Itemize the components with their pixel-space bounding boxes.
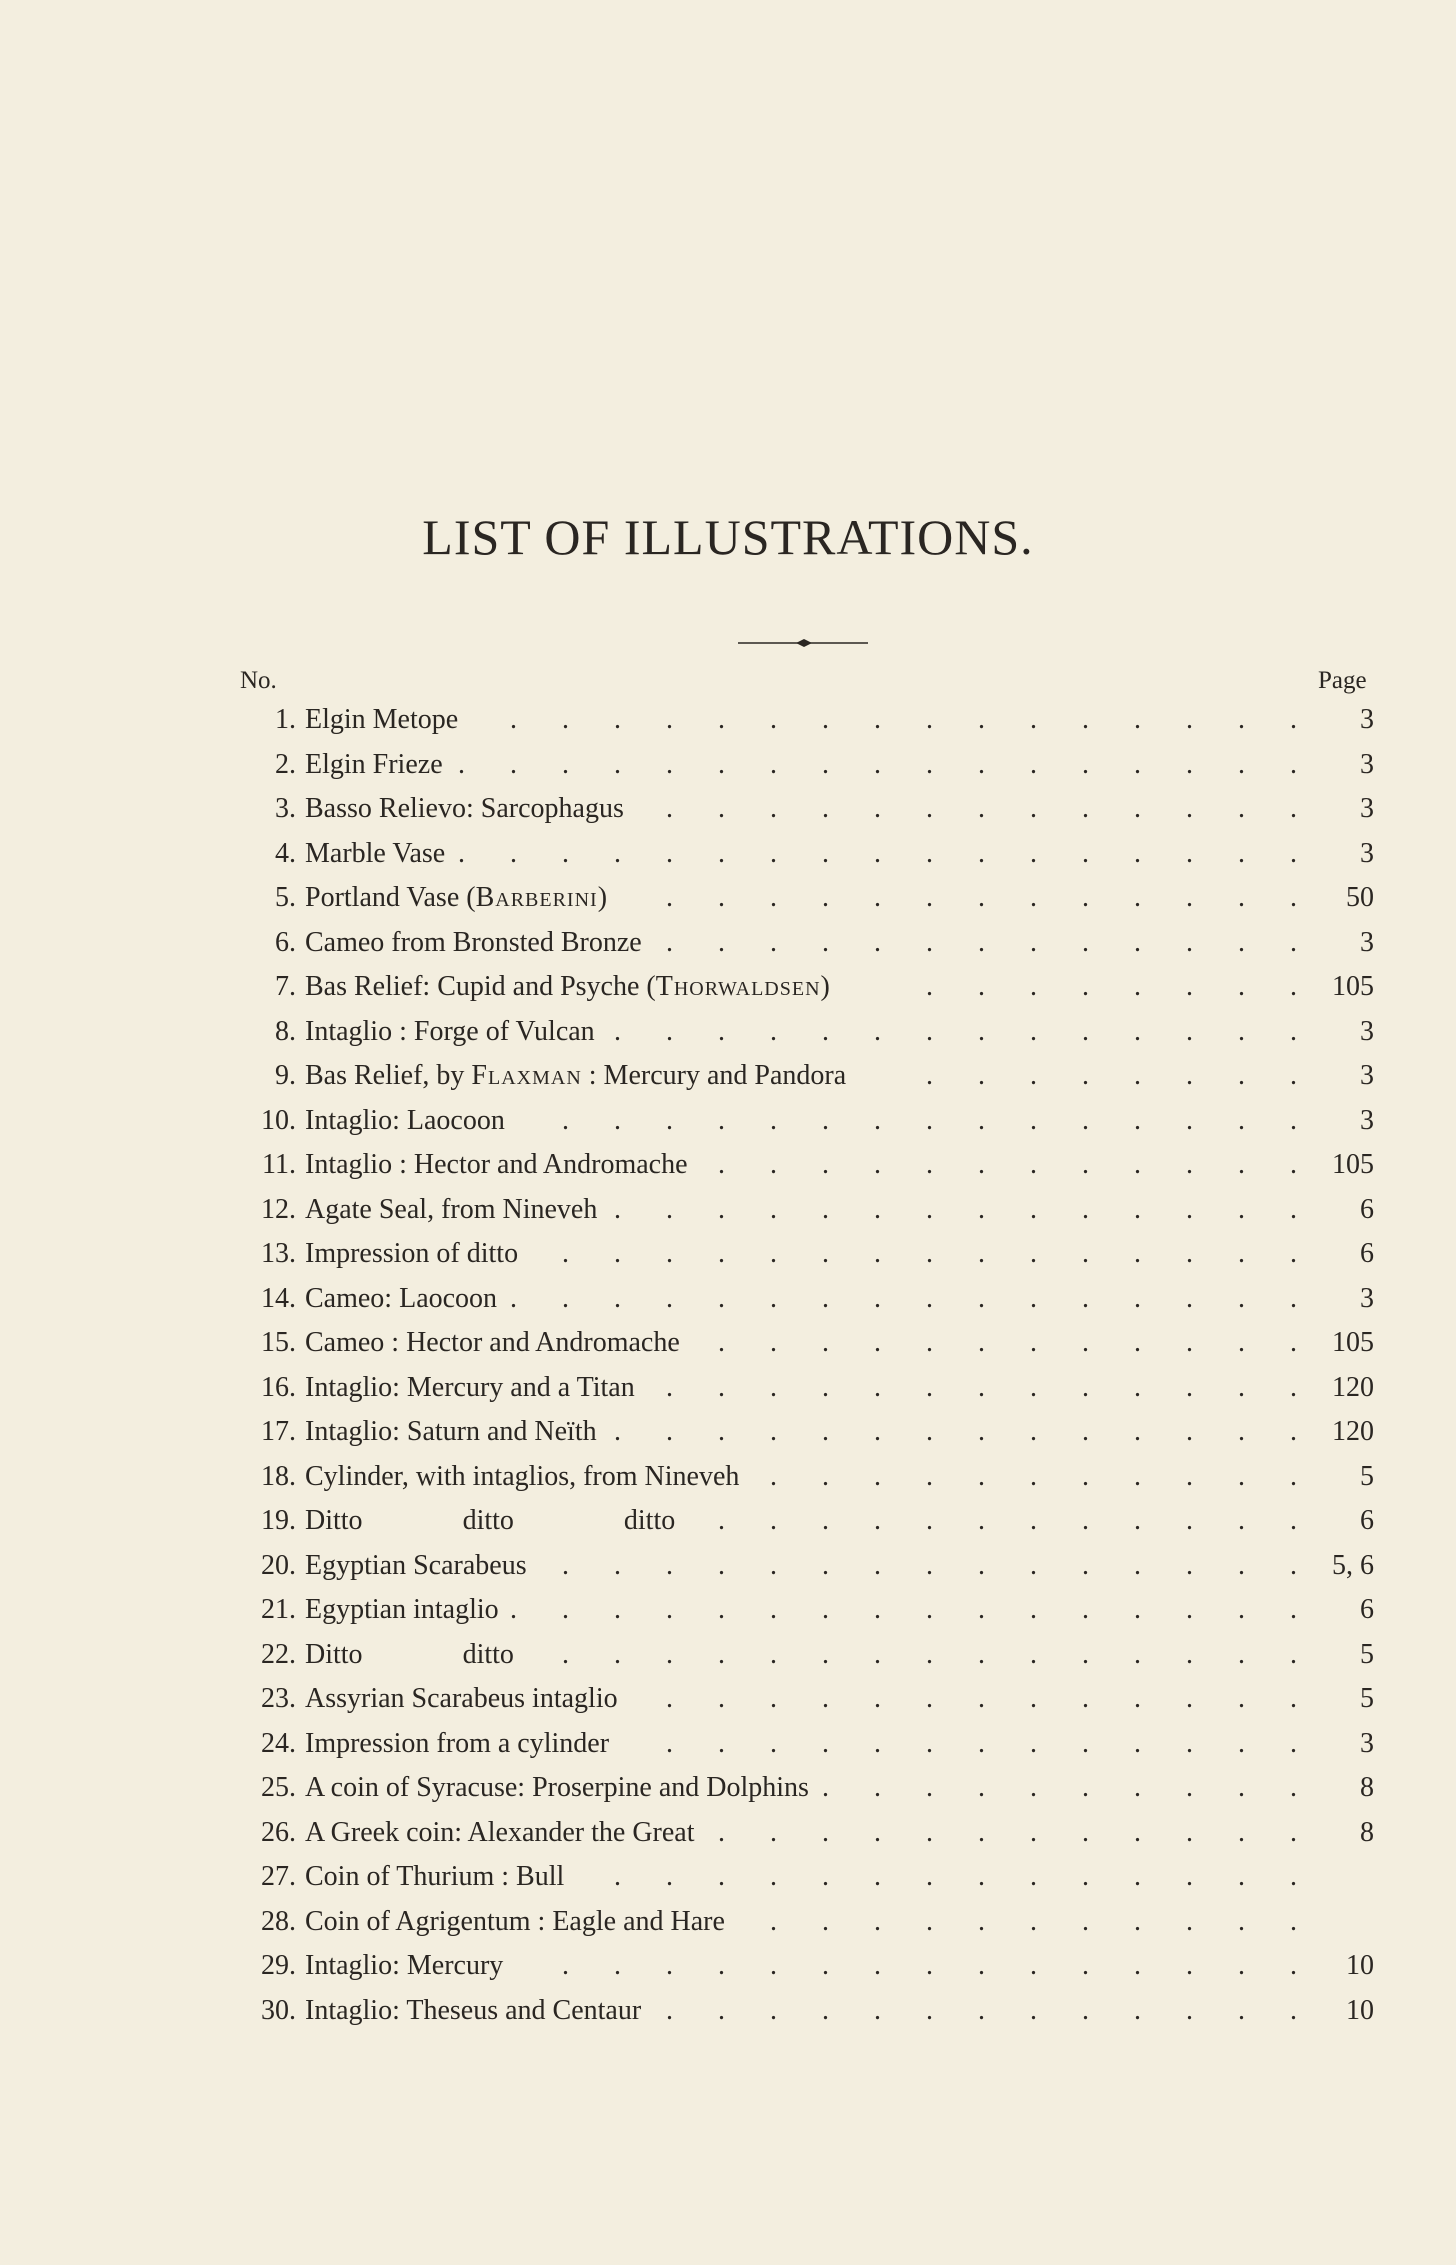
page-title: LIST OF ILLUSTRATIONS. xyxy=(422,509,1034,565)
item-page: 3 xyxy=(1360,1015,1374,1047)
list-item: 6. Cameo from Bronsted Bronze . . . . . . . . . . . . . 3 xyxy=(0,921,1456,965)
item-title xyxy=(305,787,624,831)
list-item: 25. A coin of Syracuse: Proserpine and Dolphins . . . . . . . . . . 8 xyxy=(0,1766,1456,1810)
item-page: 105 xyxy=(1332,1327,1374,1358)
item-title-text: ) xyxy=(820,971,830,1002)
item-number: 25. xyxy=(261,1772,296,1803)
item-title xyxy=(305,1366,635,1410)
item-title-text: Cameo: Laocoon xyxy=(305,1282,498,1314)
list-item: 12. Agate Seal, from Nineveh . . . . . . . . . . . . . . 6 xyxy=(0,1188,1456,1232)
item-title-text: Intaglio : Hector and Andromache xyxy=(305,1149,688,1180)
item-title xyxy=(305,921,642,965)
item-number: 2. xyxy=(275,748,296,780)
list-item: 15. Cameo : Hector and Andromache . . . . . . . . . . . . 105 xyxy=(0,1321,1456,1365)
item-number: 26. xyxy=(261,1816,296,1848)
item-number: 10. xyxy=(261,1104,296,1136)
item-title-text: Elgin Frieze xyxy=(305,748,443,780)
item-page: 3 xyxy=(1360,837,1374,869)
list-item: 30. Intaglio: Theseus and Centaur . . . . . . . . . . . . . 10 xyxy=(0,1989,1456,2033)
item-page: 5 xyxy=(1360,1638,1374,1670)
item-number: 22. xyxy=(261,1638,296,1670)
item-title xyxy=(305,1010,595,1054)
item-title-text: Intaglio: Laocoon xyxy=(305,1104,505,1136)
list-item: 28. Coin of Agrigentum : Eagle and Hare . . . . . . . . . . . xyxy=(0,1900,1456,1944)
item-title xyxy=(305,1455,739,1499)
item-title-text: Cameo : Hector and Andromache xyxy=(305,1327,680,1358)
item-page: 5 xyxy=(1360,1460,1374,1492)
item-page: 3 xyxy=(1360,748,1374,780)
item-title-smallcaps: Barberini xyxy=(475,882,598,913)
item-title xyxy=(305,1900,725,1944)
page-column-header: Page xyxy=(1318,667,1367,694)
item-number: 28. xyxy=(261,1905,296,1937)
list-item: 4. Marble Vase . . . . . . . . . . . . . . . . . 3 xyxy=(0,832,1456,876)
item-title xyxy=(305,1232,518,1276)
item-page: 3 xyxy=(1360,1104,1374,1136)
item-title xyxy=(305,1410,597,1454)
list-item: 13. Impression of ditto . . . . . . . . . . . . . . . 6 xyxy=(0,1232,1456,1276)
item-title xyxy=(305,1989,641,2033)
item-number: 4. xyxy=(275,837,296,869)
list-item: 23. Assyrian Scarabeus intaglio . . . . . . . . . . . . . 5 xyxy=(0,1677,1456,1721)
item-title-smallcaps: Thorwaldsen xyxy=(655,971,821,1002)
item-title xyxy=(305,1855,564,1899)
item-number: 9. xyxy=(275,1060,296,1091)
item-title-text: Intaglio: Theseus and Centaur xyxy=(305,1994,642,2026)
item-title xyxy=(305,1722,609,1766)
item-title-text: Impression of ditto xyxy=(305,1238,519,1269)
list-item: 3. Basso Relievo: Sarcophagus . . . . . . . . . . . . . 3 xyxy=(0,787,1456,831)
item-page: 3 xyxy=(1360,1282,1374,1314)
item-page: 5 xyxy=(1360,1683,1374,1714)
list-item: 14. Cameo: Laocoon . . . . . . . . . . . . . . . . 3 xyxy=(0,1277,1456,1321)
list-item: 1. Elgin Metope . . . . . . . . . . . . . . . . 3 xyxy=(0,698,1456,742)
item-title xyxy=(305,832,445,876)
item-number: 3. xyxy=(275,793,296,824)
item-title-text: Ditto xyxy=(305,1638,363,1670)
item-page: 8 xyxy=(1360,1816,1374,1848)
item-page: 5, 6 xyxy=(1332,1549,1374,1581)
item-number: 7. xyxy=(275,971,296,1002)
item-page: 120 xyxy=(1332,1416,1374,1447)
list-item: 10. Intaglio: Laocoon . . . . . . . . . . . . . . . 3 xyxy=(0,1099,1456,1143)
list-item: 26. A Greek coin: Alexander the Great . . . . . . . . . . . . 8 xyxy=(0,1811,1456,1855)
list-item: 21. Egyptian intaglio . . . . . . . . . . . . . . . . 6 xyxy=(0,1588,1456,1632)
item-title xyxy=(305,965,830,1009)
item-title-text: Agate Seal, from Nineveh xyxy=(305,1193,598,1225)
list-item: 16. Intaglio: Mercury and a Titan . . . . . . . . . . . . . 120 xyxy=(0,1366,1456,1410)
item-number: 23. xyxy=(261,1683,296,1714)
item-number: 29. xyxy=(261,1950,296,1981)
item-title-smallcaps: Flaxman xyxy=(471,1060,582,1091)
item-title-text: Basso Relievo: Sarcophagus xyxy=(305,793,624,824)
item-title xyxy=(305,1633,514,1677)
item-title xyxy=(305,1499,675,1543)
item-page: 6 xyxy=(1360,1505,1374,1536)
item-number: 6. xyxy=(275,926,296,958)
number-column-header: No. xyxy=(240,667,277,694)
item-title-text: Coin of Agrigentum : Eagle and Hare xyxy=(305,1905,725,1937)
item-title xyxy=(305,1588,499,1632)
list-item: 17. Intaglio: Saturn and Neïth . . . . . . . . . . . . . . 120 xyxy=(0,1410,1456,1454)
item-title-text: Cameo from Bronsted Bronze xyxy=(305,926,642,958)
item-page: 3 xyxy=(1360,926,1374,958)
item-title-text: Elgin Metope xyxy=(305,704,459,735)
item-title xyxy=(305,1321,680,1365)
item-title-text: Bas Relief, by xyxy=(305,1060,472,1091)
item-title xyxy=(305,1277,497,1321)
list-item: 7. Bas Relief: Cupid and Psyche (Thorwaldsen) . . . . . . . . 105 xyxy=(0,965,1456,1009)
item-title-text: Cylinder, with intaglios, from Nineveh xyxy=(305,1460,740,1492)
item-title-text: Intaglio: Saturn and Neïth xyxy=(305,1416,597,1447)
list-item: 24. Impression from a cylinder . . . . . . . . . . . . . 3 xyxy=(0,1722,1456,1766)
item-title-text: Intaglio : Forge of Vulcan xyxy=(305,1015,595,1047)
item-number: 5. xyxy=(275,882,296,913)
list-item: 18. Cylinder, with intaglios, from Nineveh . . . . . . . . . . . 5 xyxy=(0,1455,1456,1499)
item-title-text: Egyptian Scarabeus xyxy=(305,1549,527,1581)
item-number: 13. xyxy=(261,1238,296,1269)
item-title xyxy=(305,1766,809,1810)
item-page: 10 xyxy=(1346,1950,1374,1981)
item-number: 15. xyxy=(261,1327,296,1358)
item-number: 21. xyxy=(261,1594,296,1625)
item-title-text: A Greek coin: Alexander the Great xyxy=(305,1816,695,1848)
item-number: 19. xyxy=(261,1505,296,1536)
item-number: 11. xyxy=(262,1149,296,1180)
item-number: 20. xyxy=(261,1549,296,1581)
item-title-text: Coin of Thurium : Bull xyxy=(305,1861,565,1892)
item-title xyxy=(305,698,458,742)
list-item: 20. Egyptian Scarabeus . . . . . . . . . . . . . . . 5, 6 xyxy=(0,1544,1456,1588)
list-item: 8. Intaglio : Forge of Vulcan . . . . . . . . . . . . . . 3 xyxy=(0,1010,1456,1054)
item-title xyxy=(305,743,443,787)
item-number: 24. xyxy=(261,1727,296,1759)
item-title xyxy=(305,1944,503,1988)
item-number: 27. xyxy=(261,1861,296,1892)
list-item: 19. Ditto ditto ditto . . . . . . . . . . . . 6 xyxy=(0,1499,1456,1543)
item-title-text: Intaglio: Mercury xyxy=(305,1950,504,1981)
item-ditto: ditto xyxy=(623,1505,676,1536)
item-page: 3 xyxy=(1360,704,1374,735)
item-page: 3 xyxy=(1360,1727,1374,1759)
list-item: 11. Intaglio : Hector and Andromache . . . . . . . . . . . . 105 xyxy=(0,1143,1456,1187)
item-title xyxy=(305,1188,597,1232)
item-title-text: ) xyxy=(597,882,608,913)
list-item: 22. Ditto ditto . . . . . . . . . . . . . . . 5 xyxy=(0,1633,1456,1677)
item-number: 8. xyxy=(275,1015,296,1047)
item-number: 17. xyxy=(261,1416,296,1447)
item-ditto: ditto xyxy=(462,1505,514,1536)
item-title-text: Portland Vase ( xyxy=(305,882,476,913)
list-item: 2. Elgin Frieze . . . . . . . . . . . . . . . . . 3 xyxy=(0,743,1456,787)
item-page: 6 xyxy=(1360,1238,1374,1269)
item-number: 14. xyxy=(261,1282,296,1314)
item-title-text: A coin of Syracuse: Proserpine and Dolphins xyxy=(305,1772,809,1803)
item-ditto: ditto xyxy=(462,1638,514,1670)
item-title-text: Bas Relief: Cupid and Psyche ( xyxy=(305,971,656,1002)
item-page: 3 xyxy=(1360,793,1374,824)
item-page: 50 xyxy=(1346,882,1374,913)
item-page: 3 xyxy=(1360,1060,1374,1091)
item-page: 8 xyxy=(1360,1772,1374,1803)
item-title-text: Ditto xyxy=(305,1505,363,1536)
item-title-text: : Mercury and Pandora xyxy=(581,1060,847,1091)
item-page: 6 xyxy=(1360,1594,1374,1625)
item-page: 105 xyxy=(1332,971,1374,1002)
item-number: 16. xyxy=(261,1371,296,1403)
item-number: 30. xyxy=(261,1994,296,2026)
list-item: 29. Intaglio: Mercury . . . . . . . . . . . . . . . 10 xyxy=(0,1944,1456,1988)
item-page: 120 xyxy=(1332,1371,1374,1403)
item-title-text: Marble Vase xyxy=(305,837,446,869)
list-item: 9. Bas Relief, by Flaxman : Mercury and Pandora . . . . . . . . 3 xyxy=(0,1054,1456,1098)
item-page: 10 xyxy=(1346,1994,1374,2026)
item-title xyxy=(305,1544,527,1588)
item-number: 18. xyxy=(261,1460,296,1492)
list-item: 27. Coin of Thurium : Bull . . . . . . . . . . . . . . xyxy=(0,1855,1456,1899)
item-title xyxy=(305,1677,618,1721)
item-title xyxy=(305,1099,505,1143)
item-number: 12. xyxy=(261,1193,296,1225)
item-title-text: Egyptian intaglio xyxy=(305,1594,499,1625)
item-page: 105 xyxy=(1332,1149,1374,1180)
item-number: 1. xyxy=(275,704,296,735)
ornament-divider xyxy=(738,634,868,652)
item-title xyxy=(305,876,607,920)
item-title-text: Impression from a cylinder xyxy=(305,1727,610,1759)
item-title-text: Assyrian Scarabeus intaglio xyxy=(305,1683,618,1714)
item-title xyxy=(305,1054,846,1098)
item-title xyxy=(305,1143,688,1187)
item-title xyxy=(305,1811,695,1855)
list-item: 5. Portland Vase (Barberini) . . . . . . . . . . . . . 50 xyxy=(0,876,1456,920)
item-title-text: Intaglio: Mercury and a Titan xyxy=(305,1371,635,1403)
item-page: 6 xyxy=(1360,1193,1374,1225)
